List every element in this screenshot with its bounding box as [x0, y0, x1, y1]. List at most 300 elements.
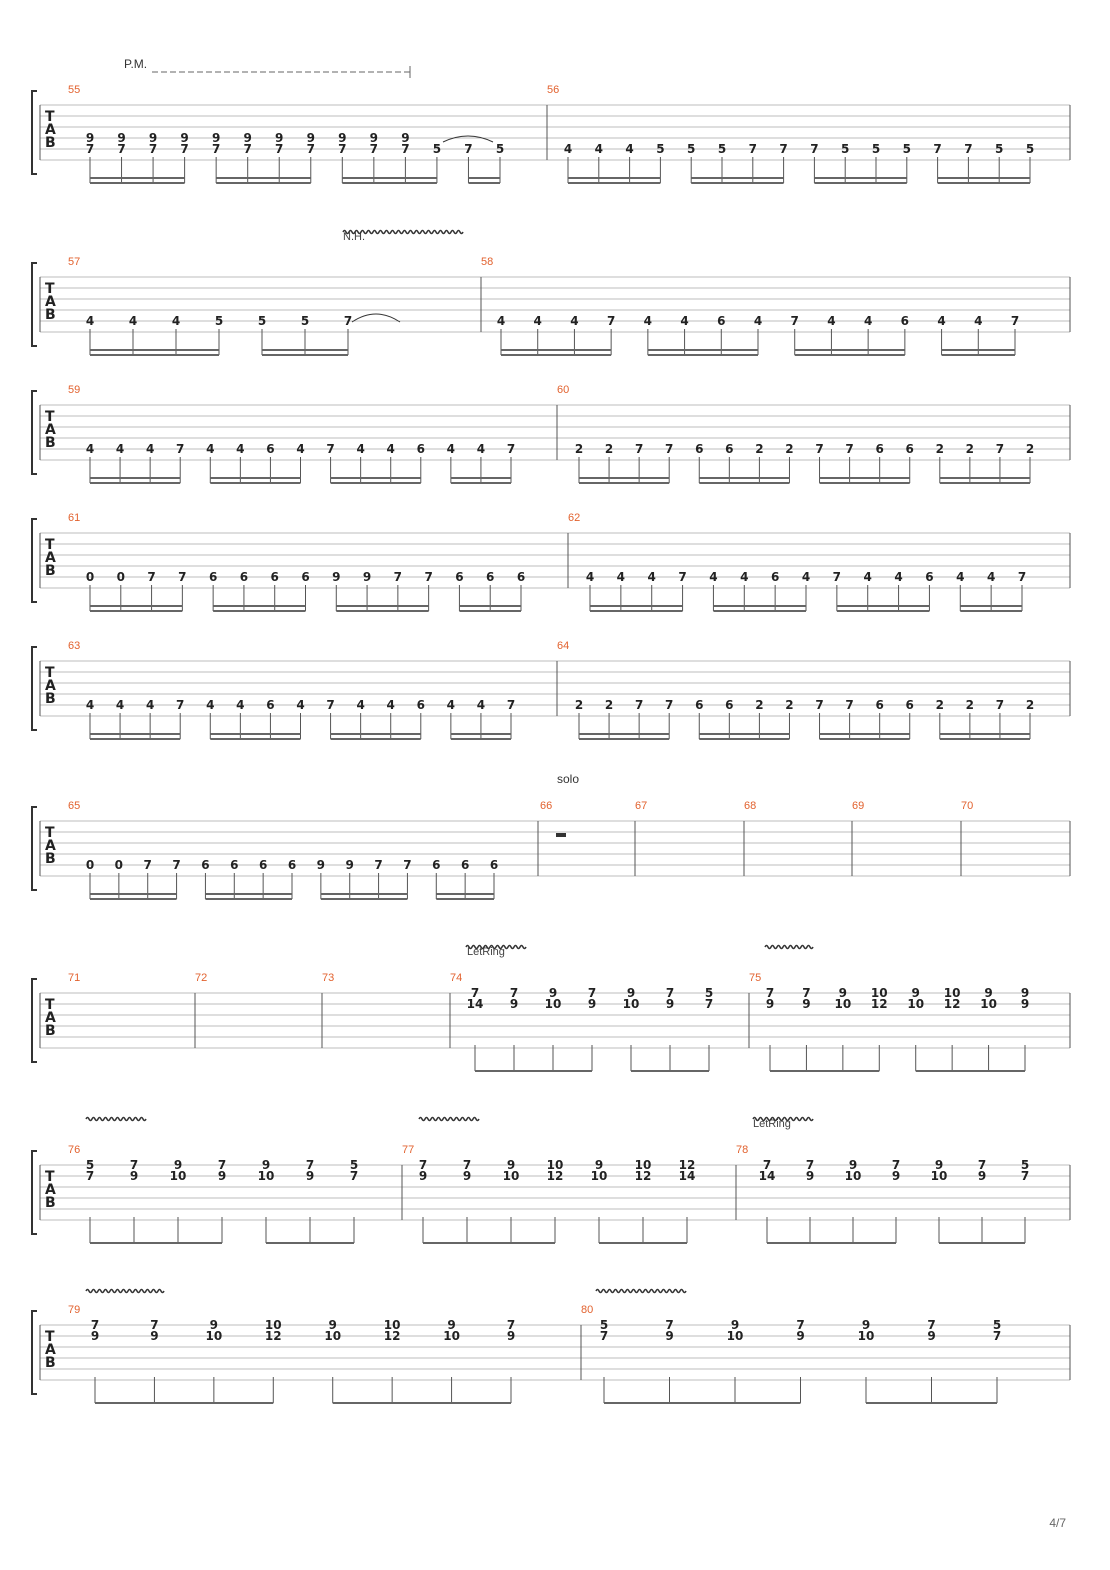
system-bracket — [32, 91, 37, 174]
fret-number: 7 — [704, 997, 714, 1011]
fret-number: 4 — [680, 314, 689, 328]
fret-number: 2 — [965, 698, 975, 712]
fret-number: 4 — [709, 570, 718, 584]
measure-number: 60 — [557, 384, 570, 396]
fret-number: 12 — [383, 1329, 401, 1343]
tab-clef-letter: B — [45, 1195, 56, 1211]
fret-number: 7 — [369, 142, 379, 156]
fret-number: 2 — [755, 698, 764, 712]
fret-number: 4 — [128, 314, 138, 328]
fret-number: 9 — [332, 570, 341, 584]
fret-number: 6 — [287, 858, 297, 872]
page-number: 4/7 — [1049, 1516, 1066, 1530]
fret-number: 2 — [785, 698, 794, 712]
fret-number: 9 — [85, 131, 95, 145]
tab-clef-letter: B — [45, 691, 56, 707]
tab-clef-letter: B — [45, 435, 56, 451]
fret-number: 4 — [863, 314, 873, 328]
fret-number: 6 — [725, 442, 734, 456]
fret-number: 9 — [587, 997, 597, 1011]
tab-clef-letter: T — [45, 1169, 55, 1185]
fret-number: 9 — [369, 131, 379, 145]
vibrato-mark — [753, 1118, 813, 1121]
fret-number: 6 — [460, 858, 470, 872]
fret-number: 7 — [815, 698, 824, 712]
fret-number: 5 — [717, 142, 727, 156]
fret-number: 12 — [634, 1169, 652, 1183]
fret-number: 7 — [599, 1329, 609, 1343]
system-bracket — [32, 1311, 37, 1394]
fret-number: 7 — [176, 698, 185, 712]
fret-number: 10 — [857, 1329, 875, 1343]
fret-number: 5 — [214, 314, 224, 328]
fret-number: 9 — [328, 1318, 337, 1332]
harmonic-label: N.H. — [343, 231, 365, 243]
fret-number: 2 — [965, 442, 975, 456]
fret-number: 7 — [211, 142, 221, 156]
tab-clef-letter: A — [45, 422, 56, 438]
fret-number: 7 — [326, 698, 335, 712]
fret-number: 7 — [85, 142, 95, 156]
measure-number: 56 — [547, 84, 560, 96]
fret-number: 6 — [258, 858, 268, 872]
fret-number: 6 — [270, 570, 279, 584]
fret-number: 12 — [546, 1169, 564, 1183]
fret-number: 9 — [117, 131, 126, 145]
fret-number: 7 — [964, 142, 973, 156]
fret-number: 7 — [1020, 1169, 1030, 1183]
fret-number: 4 — [476, 698, 486, 712]
fret-number: 10 — [169, 1169, 187, 1183]
fret-number: 9 — [838, 986, 848, 1000]
fret-number: 10 — [622, 997, 640, 1011]
fret-number: 4 — [643, 314, 653, 328]
fret-number: 7 — [143, 858, 152, 872]
fret-number: 5 — [902, 142, 911, 156]
fret-number: 6 — [695, 698, 704, 712]
fret-number: 2 — [785, 442, 794, 456]
tab-clef-letter: T — [45, 997, 55, 1013]
fret-number: 6 — [725, 698, 734, 712]
fret-number: 4 — [356, 698, 365, 712]
fret-number: 9 — [275, 131, 284, 145]
fret-number: 7 — [587, 986, 597, 1000]
fret-number: 9 — [796, 1329, 805, 1343]
fret-number: 4 — [625, 142, 634, 156]
tab-clef-letter: A — [45, 122, 56, 138]
fret-number: 7 — [418, 1158, 428, 1172]
fret-number: 9 — [805, 1169, 815, 1183]
fret-number: 7 — [779, 142, 788, 156]
measure-number: 64 — [557, 640, 570, 652]
fret-number: 9 — [211, 131, 221, 145]
fret-number: 4 — [85, 314, 95, 328]
fret-number: 9 — [594, 1158, 604, 1172]
palm-mute-label: P.M. — [124, 57, 148, 71]
fret-number: 4 — [937, 314, 946, 328]
measure-number: 76 — [68, 1144, 81, 1156]
tab-clef-letter: B — [45, 563, 56, 579]
fret-number: 7 — [343, 314, 353, 328]
fret-number: 4 — [236, 698, 245, 712]
measure-number: 77 — [402, 1144, 415, 1156]
fret-number: 9 — [506, 1158, 516, 1172]
measure-number: 72 — [195, 972, 208, 984]
fret-number: 7 — [810, 142, 819, 156]
fret-number: 7 — [995, 442, 1005, 456]
fret-number: 9 — [180, 131, 189, 145]
fret-number: 7 — [845, 698, 854, 712]
tab-clef-letter: T — [45, 825, 55, 841]
fret-number: 4 — [296, 442, 305, 456]
fret-number: 4 — [85, 698, 95, 712]
measure-number: 61 — [68, 512, 81, 524]
fret-number: 9 — [306, 131, 315, 145]
fret-number: 7 — [117, 142, 126, 156]
fret-number: 9 — [1020, 986, 1030, 1000]
fret-number: 7 — [634, 442, 644, 456]
fret-number: 10 — [870, 986, 888, 1000]
fret-number: 6 — [905, 442, 914, 456]
fret-number: 7 — [85, 1169, 95, 1183]
fret-number: 7 — [805, 1158, 815, 1172]
fret-number: 7 — [509, 986, 519, 1000]
fret-number: 6 — [201, 858, 210, 872]
tab-clef-letter: B — [45, 135, 56, 151]
fret-number: 6 — [230, 858, 239, 872]
tab-clef-letter: B — [45, 1355, 56, 1371]
fret-number: 7 — [891, 1158, 901, 1172]
fret-number: 7 — [403, 858, 412, 872]
fret-number: 7 — [762, 1158, 772, 1172]
fret-number: 5 — [432, 142, 442, 156]
fret-number: 0 — [85, 570, 95, 584]
fret-number: 9 — [447, 1318, 456, 1332]
fret-number: 5 — [841, 142, 850, 156]
fret-number: 7 — [748, 142, 757, 156]
fret-number: 9 — [665, 1329, 674, 1343]
fret-number: 7 — [1010, 314, 1020, 328]
fret-number: 7 — [933, 142, 942, 156]
fret-number: 10 — [907, 997, 925, 1011]
system-bracket — [32, 647, 37, 730]
fret-number: 5 — [704, 986, 714, 1000]
fret-number: 10 — [264, 1318, 282, 1332]
fret-number: 10 — [590, 1169, 608, 1183]
fret-number: 4 — [386, 442, 395, 456]
fret-number: 4 — [386, 698, 395, 712]
fret-number: 6 — [925, 570, 934, 584]
measure-number: 55 — [68, 84, 81, 96]
measure-number: 70 — [961, 800, 974, 812]
fret-number: 7 — [176, 442, 185, 456]
fret-number: 7 — [326, 442, 335, 456]
fret-number: 2 — [604, 698, 614, 712]
fret-number: 4 — [115, 442, 125, 456]
tab-clef-letter: A — [45, 550, 56, 566]
fret-number: 4 — [446, 698, 456, 712]
fret-number: 14 — [758, 1169, 776, 1183]
fret-number: 6 — [875, 442, 884, 456]
rest-symbol — [556, 833, 566, 837]
fret-number: 9 — [150, 1329, 159, 1343]
fret-number: 7 — [665, 698, 674, 712]
fret-number: 4 — [594, 142, 603, 156]
fret-number: 12 — [943, 997, 961, 1011]
fret-number: 9 — [243, 131, 252, 145]
tab-clef-letter: T — [45, 281, 55, 297]
fret-number: 9 — [418, 1169, 428, 1183]
fret-number: 14 — [678, 1169, 696, 1183]
fret-number: 7 — [977, 1158, 987, 1172]
fret-number: 6 — [301, 570, 310, 584]
vibrato-mark — [86, 1290, 164, 1293]
fret-number: 9 — [927, 1329, 936, 1343]
fret-number: 9 — [173, 1158, 183, 1172]
fret-number: 6 — [208, 570, 218, 584]
fret-number: 7 — [424, 570, 433, 584]
fret-number: 4 — [827, 314, 836, 328]
vibrato-mark — [86, 1118, 146, 1121]
fret-number: 9 — [891, 1169, 901, 1183]
fret-number: 10 — [834, 997, 852, 1011]
fret-number: 9 — [765, 997, 775, 1011]
fret-number: 7 — [90, 1318, 100, 1332]
fret-number: 6 — [516, 570, 526, 584]
fret-number: 10 — [324, 1329, 342, 1343]
fret-number: 5 — [1020, 1158, 1030, 1172]
measure-number: 73 — [322, 972, 335, 984]
tab-clef-letter: T — [45, 409, 55, 425]
fret-number: 7 — [665, 442, 674, 456]
fret-number: 9 — [338, 131, 347, 145]
fret-number: 9 — [506, 1329, 516, 1343]
fret-number: 9 — [548, 986, 558, 1000]
measure-number: 71 — [68, 972, 81, 984]
fret-number: 7 — [790, 314, 799, 328]
fret-number: 5 — [599, 1318, 609, 1332]
fret-number: 7 — [338, 142, 347, 156]
fret-number: 9 — [261, 1158, 271, 1172]
measure-number: 67 — [635, 800, 648, 812]
fret-number: 2 — [574, 698, 584, 712]
fret-number: 2 — [935, 442, 944, 456]
fret-number: 5 — [992, 1318, 1002, 1332]
fret-number: 4 — [647, 570, 656, 584]
tab-clef-letter: A — [45, 678, 56, 694]
measure-number: 63 — [68, 640, 81, 652]
fret-number: 9 — [509, 997, 519, 1011]
vibrato-mark — [596, 1290, 686, 1293]
fret-number: 7 — [129, 1158, 139, 1172]
fret-number: 2 — [1025, 442, 1035, 456]
fret-number: 7 — [606, 314, 616, 328]
fret-number: 7 — [243, 142, 252, 156]
fret-number: 6 — [432, 858, 441, 872]
fret-number: 9 — [305, 1169, 315, 1183]
fret-number: 6 — [905, 698, 914, 712]
tab-clef-letter: A — [45, 1010, 56, 1026]
fret-number: 10 — [257, 1169, 275, 1183]
fret-number: 7 — [634, 698, 644, 712]
measure-number: 68 — [744, 800, 757, 812]
fret-number: 7 — [150, 1318, 159, 1332]
measure-number: 65 — [68, 800, 81, 812]
fret-number: 7 — [1017, 570, 1027, 584]
fret-number: 4 — [145, 442, 155, 456]
fret-number: 10 — [980, 997, 997, 1011]
measure-number: 78 — [736, 1144, 749, 1156]
fret-number: 6 — [266, 442, 275, 456]
fret-number: 7 — [845, 442, 854, 456]
fret-number: 4 — [236, 442, 245, 456]
fret-number: 4 — [145, 698, 155, 712]
fret-number: 7 — [815, 442, 824, 456]
fret-number: 7 — [178, 570, 187, 584]
fret-number: 9 — [462, 1169, 472, 1183]
fret-number: 7 — [992, 1329, 1002, 1343]
fret-number: 7 — [172, 858, 181, 872]
fret-number: 5 — [687, 142, 696, 156]
fret-number: 12 — [264, 1329, 282, 1343]
fret-number: 9 — [848, 1158, 858, 1172]
measure-number: 59 — [68, 384, 81, 396]
fret-number: 10 — [205, 1329, 223, 1343]
fret-number: 5 — [300, 314, 310, 328]
fret-number: 7 — [506, 1318, 516, 1332]
fret-number: 10 — [383, 1318, 401, 1332]
fret-number: 10 — [634, 1158, 652, 1172]
fret-number: 4 — [753, 314, 763, 328]
fret-number: 6 — [770, 570, 780, 584]
fret-number: 4 — [894, 570, 903, 584]
fret-number: 4 — [206, 698, 215, 712]
fret-number: 6 — [486, 570, 495, 584]
fret-number: 9 — [911, 986, 920, 1000]
fret-number: 7 — [393, 570, 403, 584]
fret-number: 4 — [974, 314, 983, 328]
fret-number: 9 — [730, 1318, 740, 1332]
tab-clef-letter: A — [45, 1342, 56, 1358]
fret-number: 7 — [306, 142, 315, 156]
system-bracket — [32, 1151, 37, 1234]
fret-number: 7 — [147, 570, 156, 584]
tab-clef-letter: T — [45, 1329, 55, 1345]
tab-clef-letter: A — [45, 838, 56, 854]
fret-number: 6 — [695, 442, 704, 456]
fret-number: 12 — [678, 1158, 696, 1172]
fret-number: 4 — [85, 442, 95, 456]
fret-number: 9 — [665, 997, 675, 1011]
fret-number: 4 — [115, 698, 125, 712]
fret-number: 9 — [217, 1169, 227, 1183]
tab-clef-letter: T — [45, 537, 55, 553]
fret-number: 9 — [977, 1169, 987, 1183]
fret-number: 7 — [148, 142, 158, 156]
fret-number: 10 — [544, 997, 562, 1011]
fret-number: 4 — [570, 314, 579, 328]
fret-number: 5 — [349, 1158, 359, 1172]
measure-number: 75 — [749, 972, 762, 984]
fret-number: 4 — [585, 570, 595, 584]
fret-number: 6 — [717, 314, 726, 328]
fret-number: 6 — [455, 570, 464, 584]
fret-number: 2 — [604, 442, 614, 456]
fret-number: 9 — [345, 858, 354, 872]
measure-number: 58 — [481, 256, 494, 268]
fret-number: 9 — [802, 997, 811, 1011]
fret-number: 7 — [462, 1158, 472, 1172]
fret-number: 9 — [861, 1318, 871, 1332]
fret-number: 9 — [984, 986, 993, 1000]
measure-number: 69 — [852, 800, 865, 812]
fret-number: 7 — [506, 442, 516, 456]
fret-number: 6 — [900, 314, 910, 328]
system-bracket — [32, 519, 37, 602]
vibrato-mark — [466, 946, 526, 949]
fret-number: 9 — [209, 1318, 219, 1332]
fret-number: 4 — [863, 570, 872, 584]
fret-number: 4 — [356, 442, 365, 456]
tab-clef-letter: B — [45, 307, 56, 323]
fret-number: 7 — [470, 986, 480, 1000]
measure-number: 74 — [450, 972, 463, 984]
fret-number: 2 — [1025, 698, 1035, 712]
fret-number: 2 — [574, 442, 584, 456]
fret-number: 10 — [844, 1169, 862, 1183]
fret-number: 9 — [129, 1169, 139, 1183]
fret-number: 6 — [489, 858, 499, 872]
tab-clef-letter: A — [45, 294, 56, 310]
measure-number: 80 — [581, 1304, 594, 1316]
fret-number: 9 — [934, 1158, 944, 1172]
tab-clef-letter: B — [45, 851, 56, 867]
fret-number: 7 — [374, 858, 383, 872]
fret-number: 4 — [496, 314, 506, 328]
fret-number: 5 — [995, 142, 1004, 156]
fret-number: 7 — [678, 570, 687, 584]
fret-number: 7 — [665, 986, 675, 1000]
fret-number: 7 — [506, 698, 516, 712]
fret-number: 10 — [502, 1169, 520, 1183]
fret-number: 9 — [626, 986, 636, 1000]
fret-number: 7 — [995, 698, 1005, 712]
fret-number: 0 — [116, 570, 125, 584]
fret-number: 7 — [802, 986, 811, 1000]
system-bracket — [32, 807, 37, 890]
fret-number: 9 — [316, 858, 326, 872]
measure-number: 79 — [68, 1304, 81, 1316]
tab-clef-letter: A — [45, 1182, 56, 1198]
fret-number: 5 — [871, 142, 881, 156]
fret-number: 5 — [656, 142, 665, 156]
fret-number: 5 — [85, 1158, 95, 1172]
fret-number: 7 — [401, 142, 410, 156]
fret-number: 4 — [986, 570, 996, 584]
fret-number: 9 — [148, 131, 158, 145]
fret-number: 12 — [870, 997, 888, 1011]
fret-number: 4 — [563, 142, 573, 156]
vibrato-mark — [765, 946, 813, 949]
fret-number: 7 — [275, 142, 284, 156]
tab-clef-letter: T — [45, 665, 55, 681]
fret-number: 4 — [446, 442, 456, 456]
fret-number: 4 — [171, 314, 181, 328]
fret-number: 4 — [616, 570, 626, 584]
fret-number: 6 — [239, 570, 249, 584]
fret-number: 4 — [956, 570, 965, 584]
solo-label: solo — [557, 772, 580, 786]
